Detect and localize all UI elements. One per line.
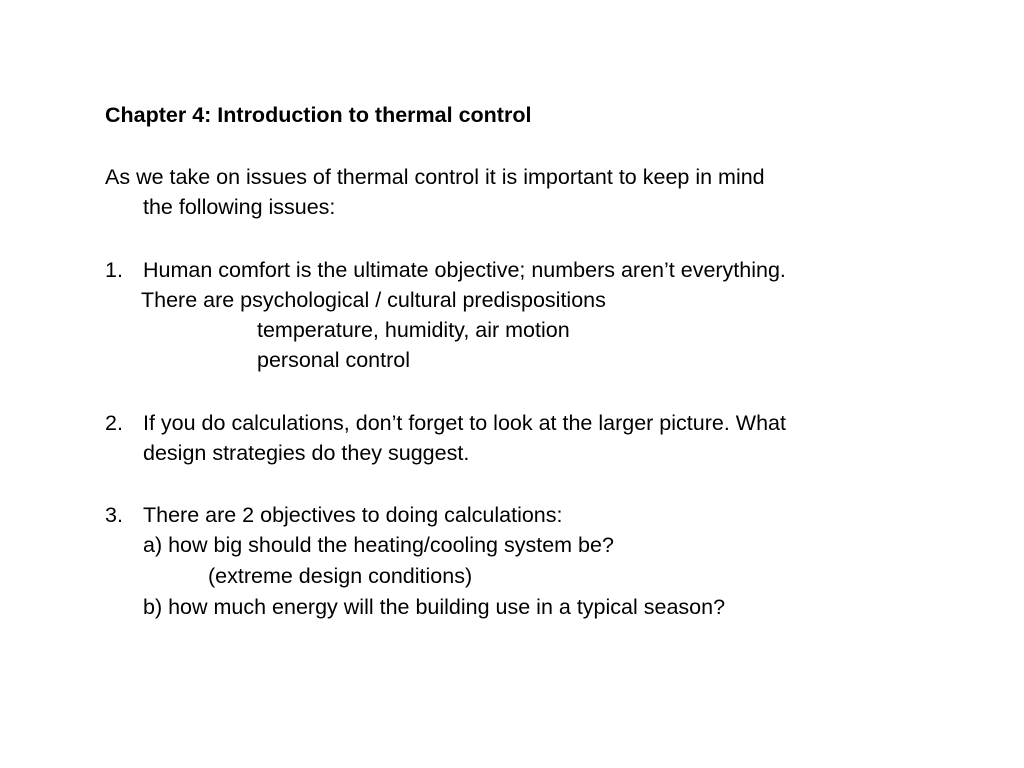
item-3-line-4: b) how much energy will the building use in a typical season? bbox=[143, 595, 726, 619]
item-1-line-3: temperature, humidity, air motion bbox=[257, 318, 570, 342]
item-3-number: 3. bbox=[105, 503, 123, 527]
item-2-line-2: design strategies do they suggest. bbox=[143, 441, 470, 465]
item-1-number: 1. bbox=[105, 258, 123, 282]
item-1-line-4: personal control bbox=[257, 348, 410, 372]
item-2-number: 2. bbox=[105, 411, 123, 435]
item-1-line-1: Human comfort is the ultimate objective; numbers aren’t everything. bbox=[143, 258, 786, 282]
item-3-line-3: (extreme design conditions) bbox=[208, 564, 473, 588]
intro-line-1: As we take on issues of thermal control it is important to keep in mind bbox=[105, 165, 765, 189]
item-1-line-2: There are psychological / cultural predispositions bbox=[141, 288, 606, 312]
intro-line-2: the following issues: bbox=[143, 195, 336, 219]
slide-title: Chapter 4: Introduction to thermal control bbox=[105, 103, 532, 127]
item-3-line-2: a) how big should the heating/cooling system be? bbox=[143, 533, 614, 557]
item-2-line-1: If you do calculations, don’t forget to look at the larger picture. What bbox=[143, 411, 786, 435]
item-3-line-1: There are 2 objectives to doing calculations: bbox=[143, 503, 563, 527]
